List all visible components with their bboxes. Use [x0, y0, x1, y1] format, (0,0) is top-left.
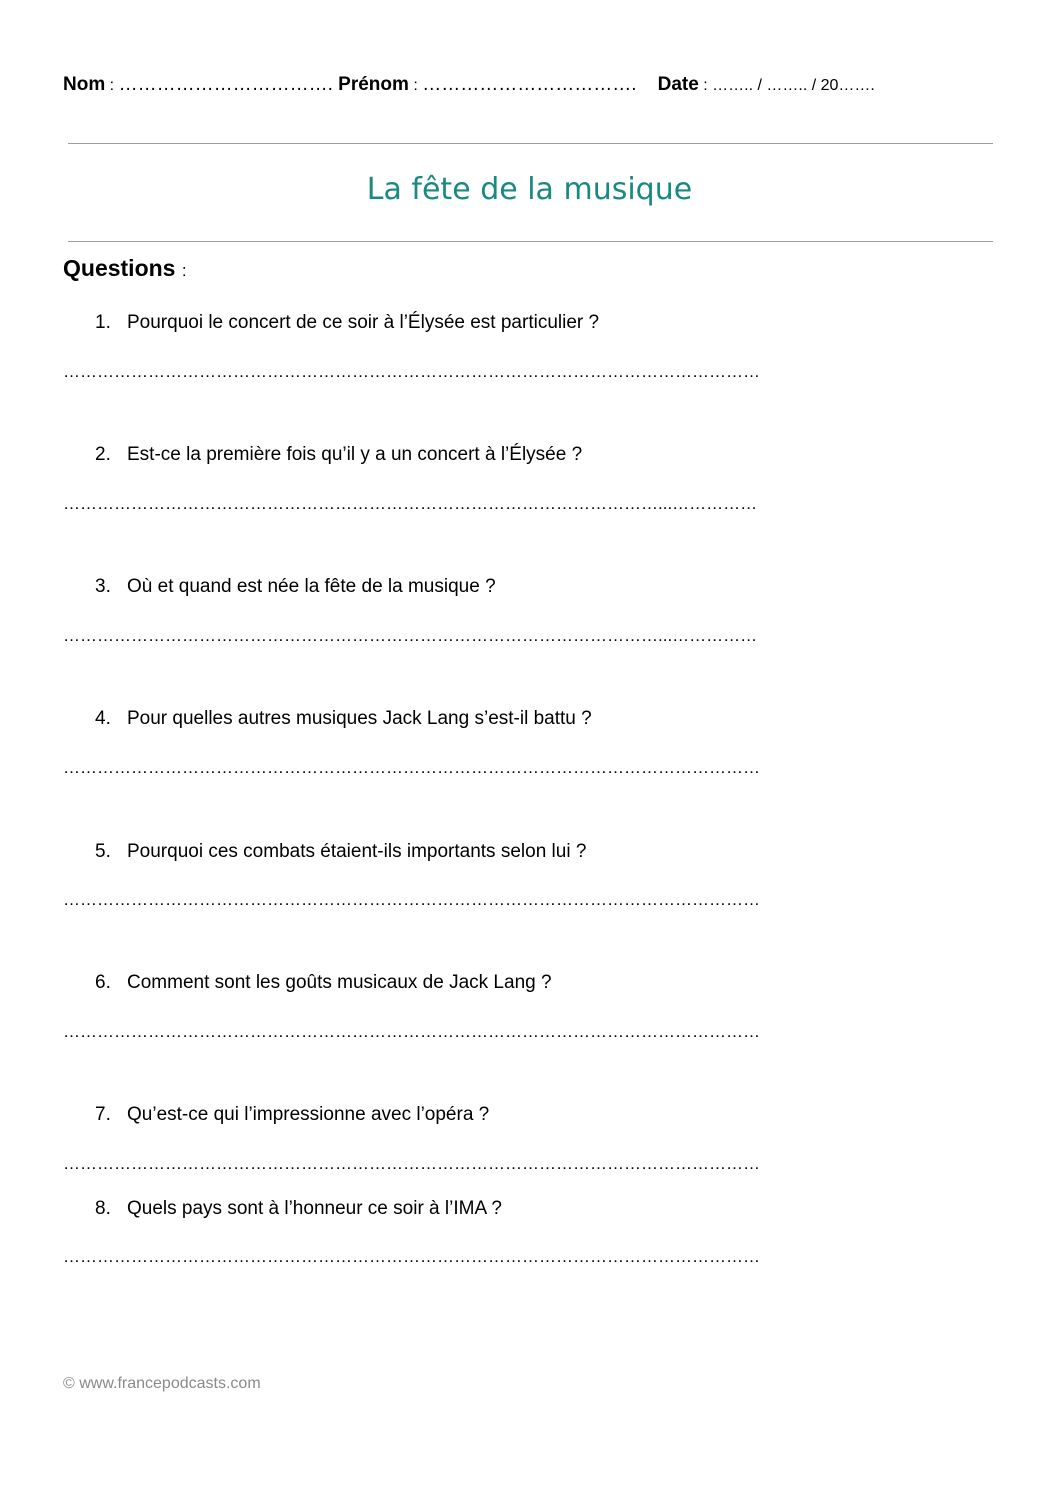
- question-text: Pourquoi ces combats étaient-ils importants selon lui ?: [127, 841, 587, 862]
- question-text: Pour quelles autres musiques Jack Lang s’est-il battu ?: [127, 708, 592, 729]
- question-text: Où et quand est née la fête de la musique ?: [127, 576, 496, 597]
- question-number: 5.: [95, 841, 111, 862]
- answer-line-3[interactable]: ……………………………………………………………………………………………...……………: [63, 626, 758, 645]
- question-text: Qu’est-ce qui l’impressionne avec l’opéra ?: [127, 1104, 490, 1125]
- answer-line-2[interactable]: ……………………………………………………………………………………………...……………: [63, 494, 758, 513]
- question-text: Comment sont les goûts musicaux de Jack Lang ?: [127, 972, 552, 993]
- question-5: [95, 841, 586, 863]
- question-number: 4.: [95, 708, 111, 729]
- prenom-colon: :: [408, 77, 423, 94]
- question-8: [95, 1198, 502, 1220]
- nom-field[interactable]: …………………………….: [118, 74, 333, 95]
- prenom-field[interactable]: …………………………….: [422, 74, 637, 95]
- questions-heading-colon: :: [181, 261, 187, 280]
- title-divider: [68, 241, 993, 242]
- question-number: 3.: [95, 576, 111, 597]
- question-2: [95, 444, 582, 466]
- question-number: 1.: [95, 312, 111, 333]
- page-title: La fête de la musique: [366, 172, 693, 207]
- question-number: 8.: [95, 1198, 111, 1219]
- question-number: 7.: [95, 1104, 111, 1125]
- top-divider: [68, 143, 993, 144]
- questions-heading: [63, 255, 187, 282]
- question-6: [95, 972, 552, 994]
- student-info-line: [63, 74, 875, 96]
- answer-line-7[interactable]: ……………………………………………………………………………………………………………: [63, 1154, 760, 1173]
- answer-line-8[interactable]: ……………………………………………………………………………………………………………: [63, 1247, 760, 1266]
- question-3: [95, 576, 496, 598]
- answer-line-1[interactable]: ……………………………………………………………………………………………………………: [63, 362, 760, 381]
- nom-colon: :: [105, 77, 119, 94]
- question-text: Pourquoi le concert de ce soir à l’Élysée est particulier ?: [127, 312, 600, 333]
- question-text: Est-ce la première fois qu’il y a un concert à l’Élysée ?: [127, 444, 583, 465]
- questions-heading-label: Questions: [63, 255, 176, 281]
- date-label: Date: [657, 74, 699, 95]
- question-number: 6.: [95, 972, 111, 993]
- question-text: Quels pays sont à l’honneur ce soir à l’IMA ?: [127, 1198, 502, 1219]
- answer-line-6[interactable]: ……………………………………………………………………………………………………………: [63, 1022, 760, 1041]
- question-7: [95, 1104, 489, 1126]
- date-field[interactable]: : …….. / …….. / 20…….: [698, 77, 875, 94]
- question-number: 2.: [95, 444, 111, 465]
- nom-label: Nom: [63, 74, 106, 95]
- footer-copyright: © www.francepodcasts.com: [63, 1375, 261, 1392]
- prenom-label: Prénom: [338, 74, 409, 95]
- answer-line-4[interactable]: ……………………………………………………………………………………………………………: [63, 758, 760, 777]
- answer-line-5[interactable]: ……………………………………………………………………………………………………………: [63, 890, 760, 909]
- question-4: [95, 708, 592, 730]
- question-1: [95, 312, 599, 334]
